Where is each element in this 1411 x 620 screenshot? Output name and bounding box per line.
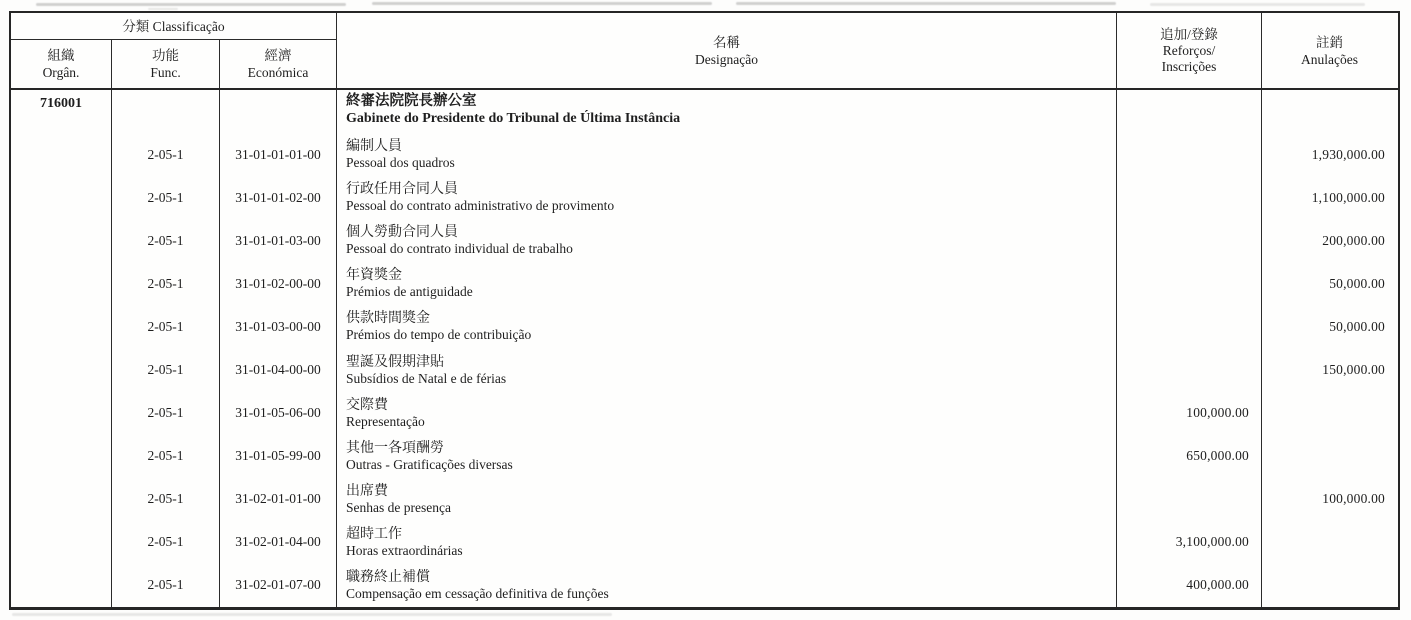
scan-artifact	[148, 8, 178, 10]
cell-economica-code: 31-01-01-01-00	[219, 133, 336, 176]
cell-orgao-code	[11, 262, 111, 305]
header-orgao-cn: 組織	[47, 48, 75, 63]
cell-economica-code: 31-02-01-01-00	[219, 478, 336, 521]
scan-artifact	[372, 2, 712, 5]
cell-reforcos-amount	[1116, 262, 1261, 305]
cell-anulacoes-amount: 50,000.00	[1261, 262, 1397, 305]
cell-orgao-code	[11, 435, 111, 478]
header-funcional	[111, 40, 219, 88]
cell-economica-code: 31-01-01-03-00	[219, 219, 336, 262]
cell-funcional-code: 2-05-1	[111, 262, 219, 305]
cell-designacao	[336, 392, 1116, 435]
cell-reforcos-amount: 400,000.00	[1116, 564, 1261, 607]
cell-orgao-code	[11, 305, 111, 348]
scan-artifact	[12, 613, 612, 616]
cell-funcional-code: 2-05-1	[111, 176, 219, 219]
header-reforcos-cn: 追加/登錄	[1160, 26, 1218, 42]
cell-designacao	[336, 305, 1116, 348]
cell-reforcos-amount	[1116, 305, 1261, 348]
designacao-chinese: 編制人員	[346, 139, 402, 155]
cell-orgao-code	[11, 392, 111, 435]
cell-orgao-code	[11, 348, 111, 391]
designacao-chinese: 行政任用合同人員	[346, 182, 458, 198]
cell-anulacoes-amount: 150,000.00	[1261, 348, 1397, 391]
cell-anulacoes-amount	[1261, 564, 1397, 607]
cell-reforcos-amount	[1116, 176, 1261, 219]
cell-reforcos-amount	[1116, 90, 1261, 133]
designacao-portuguese: Senhas de presença	[346, 499, 451, 515]
cell-economica-code: 31-01-05-06-00	[219, 392, 336, 435]
designacao-portuguese: Compensação em cessação definitiva de funções	[346, 585, 609, 601]
header-designacao	[336, 13, 1116, 88]
cell-anulacoes-amount: 100,000.00	[1261, 478, 1397, 521]
cell-anulacoes-amount	[1261, 521, 1397, 564]
cell-designacao	[336, 435, 1116, 478]
header-reforcos-pt2: Inscrições	[1161, 58, 1217, 74]
cell-reforcos-amount	[1116, 348, 1261, 391]
header-funcional-pt: Func.	[150, 65, 181, 80]
cell-anulacoes-amount: 1,930,000.00	[1261, 133, 1397, 176]
designacao-portuguese: Gabinete do Presidente do Tribunal de Última Instância	[346, 111, 681, 126]
header-economica	[219, 40, 336, 88]
designacao-chinese: 個人勞動合同人員	[346, 225, 458, 241]
cell-funcional-code: 2-05-1	[111, 219, 219, 262]
cell-economica-code: 31-01-01-02-00	[219, 176, 336, 219]
budget-table-body	[11, 90, 1398, 607]
cell-funcional-code: 2-05-1	[111, 564, 219, 607]
designacao-chinese: 交際費	[346, 397, 388, 413]
cell-economica-code: 31-01-02-00-00	[219, 262, 336, 305]
cell-reforcos-amount: 100,000.00	[1116, 392, 1261, 435]
designacao-portuguese: Outras - Gratificações diversas	[346, 456, 513, 472]
cell-designacao	[336, 478, 1116, 521]
cell-orgao-code	[11, 133, 111, 176]
budget-table-header	[11, 13, 1398, 90]
scan-artifact	[1150, 3, 1365, 6]
cell-designacao	[336, 90, 1116, 133]
designacao-chinese: 供款時間獎金	[346, 311, 430, 327]
cell-economica-code: 31-01-04-00-00	[219, 348, 336, 391]
cell-designacao	[336, 176, 1116, 219]
cell-funcional-code: 2-05-1	[111, 348, 219, 391]
scan-artifact	[36, 3, 346, 6]
cell-funcional-code: 2-05-1	[111, 478, 219, 521]
header-economica-pt: Económica	[247, 65, 309, 80]
cell-economica-code	[219, 90, 336, 133]
designacao-chinese: 職務終止補償	[346, 569, 430, 585]
designacao-portuguese: Pessoal dos quadros	[346, 155, 455, 171]
cell-economica-code: 31-02-01-04-00	[219, 521, 336, 564]
designacao-chinese: 年資獎金	[346, 268, 402, 284]
designacao-portuguese: Pessoal do contrato administrativo de provimento	[346, 198, 615, 214]
cell-funcional-code: 2-05-1	[111, 435, 219, 478]
header-reforcos-inscricoes	[1116, 13, 1261, 88]
cell-orgao-code	[11, 219, 111, 262]
cell-funcional-code	[111, 90, 219, 133]
cell-anulacoes-amount: 50,000.00	[1261, 305, 1397, 348]
header-reforcos-pt1: Reforços/	[1162, 42, 1216, 58]
cell-designacao	[336, 564, 1116, 607]
header-orgao	[11, 40, 111, 88]
cell-orgao-code: 716001	[40, 96, 82, 111]
header-funcional-cn: 功能	[152, 48, 179, 63]
cell-funcional-code: 2-05-1	[111, 305, 219, 348]
cell-anulacoes-amount	[1261, 392, 1397, 435]
designacao-portuguese: Pessoal do contrato individual de trabalho	[346, 241, 573, 257]
cell-economica-code: 31-01-03-00-00	[219, 305, 336, 348]
cell-designacao	[336, 262, 1116, 305]
header-designacao-cn: 名稱	[713, 34, 740, 50]
header-anulacoes-cn: 註銷	[1316, 34, 1343, 50]
header-economica-cn: 經濟	[264, 48, 292, 63]
cell-reforcos-amount	[1116, 219, 1261, 262]
designacao-portuguese: Prémios do tempo de contribuição	[346, 327, 532, 343]
cell-funcional-code: 2-05-1	[111, 392, 219, 435]
designacao-chinese: 出席費	[346, 483, 388, 499]
cell-anulacoes-amount: 1,100,000.00	[1261, 176, 1397, 219]
cell-reforcos-amount	[1116, 478, 1261, 521]
cell-anulacoes-amount: 200,000.00	[1261, 219, 1397, 262]
cell-designacao	[336, 521, 1116, 564]
cell-reforcos-amount	[1116, 133, 1261, 176]
header-anulacoes-pt: Anulações	[1301, 51, 1358, 67]
designacao-chinese: 其他一各項酬勞	[346, 440, 444, 456]
cell-orgao-code	[11, 478, 111, 521]
cell-anulacoes-amount	[1261, 90, 1397, 133]
header-designacao-pt: Designação	[695, 51, 758, 67]
cell-orgao-code	[11, 521, 111, 564]
budget-table	[9, 11, 1400, 610]
designacao-portuguese: Horas extraordinárias	[346, 542, 463, 558]
cell-designacao	[336, 348, 1116, 391]
cell-reforcos-amount: 3,100,000.00	[1116, 521, 1261, 564]
designacao-chinese: 聖誕及假期津貼	[346, 354, 444, 370]
designacao-chinese: 超時工作	[346, 526, 402, 542]
cell-funcional-code: 2-05-1	[111, 133, 219, 176]
designacao-portuguese: Representação	[346, 413, 425, 429]
scan-artifact	[736, 2, 1116, 5]
cell-reforcos-amount: 650,000.00	[1116, 435, 1261, 478]
cell-economica-code: 31-01-05-99-00	[219, 435, 336, 478]
header-orgao-pt: Orgân.	[42, 65, 80, 80]
cell-economica-code: 31-02-01-07-00	[219, 564, 336, 607]
designacao-portuguese: Subsídios de Natal e de férias	[346, 370, 507, 386]
header-classificacao: 分類 Classificação	[11, 13, 336, 40]
cell-funcional-code: 2-05-1	[111, 521, 219, 564]
cell-anulacoes-amount	[1261, 435, 1397, 478]
cell-orgao-code	[11, 176, 111, 219]
cell-designacao	[336, 219, 1116, 262]
designacao-portuguese: Prémios de antiguidade	[346, 284, 473, 300]
cell-orgao-code	[11, 564, 111, 607]
designacao-chinese: 終審法院院長辦公室	[346, 93, 477, 109]
cell-designacao	[336, 133, 1116, 176]
header-anulacoes	[1261, 13, 1397, 88]
